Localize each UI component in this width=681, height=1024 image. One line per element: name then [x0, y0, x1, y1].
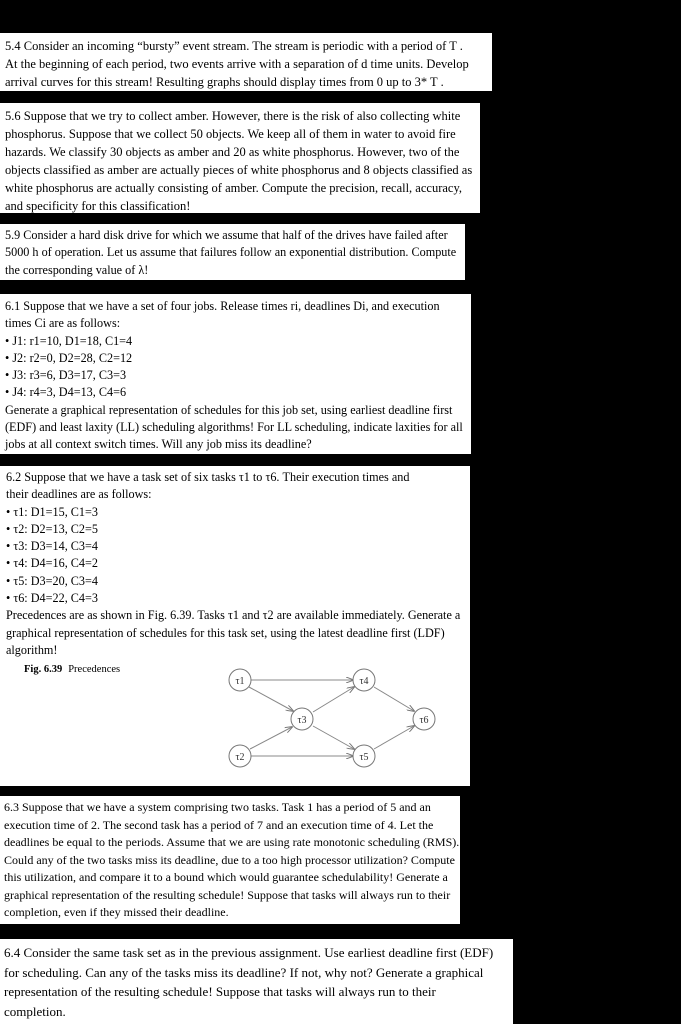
problem-6-4 [0, 939, 513, 1024]
edge-t2-t3 [250, 727, 292, 749]
problem-line: 5.4 Consider an incoming “bursty” event stream. The stream is periodic with a period of T . [5, 39, 463, 53]
problem-line: white phosphorus are actually consisting of amber. Compute the precision, recall, accuracy, [5, 181, 463, 195]
problem-line: jobs at all context switch times. Will any job miss its deadline? [5, 437, 312, 452]
task-item: • τ1: D1=15, C1=3 [6, 504, 98, 519]
node-label-t6: τ6 [419, 715, 429, 726]
edge-t1-t3 [249, 687, 293, 711]
node-label-t4: τ4 [359, 676, 369, 687]
problem-line: for scheduling. Can any of the tasks miss its deadline? If not, why not? Generate a graphical [4, 964, 484, 980]
node-label-t5: τ5 [359, 752, 369, 763]
problem-line: deadlines be equal to the periods. Assume that we are using rate monotonic scheduling (RMS). [4, 835, 460, 849]
figure-label: Fig. 6.39 [24, 664, 63, 675]
edge-t4-t6 [374, 687, 414, 711]
problem-line: Precedences are as shown in Fig. 6.39. Tasks τ1 and τ2 are available immediately. Generate a [6, 608, 461, 623]
problem-line: (EDF) and least laxity (LL) scheduling algorithms! For LL scheduling, indicate laxities for all [5, 420, 463, 435]
precedence-graph [0, 466, 470, 786]
problem-line: 5.9 Consider a hard disk drive for which we assume that half of the drives have failed after [5, 228, 448, 242]
problem-line: arrival curves for this stream! Resulting graphs should display times from 0 up to 3* T . [5, 75, 444, 89]
problem-5-6 [0, 103, 480, 213]
problem-line: 5.6 Suppose that we try to collect amber. However, there is the risk of also collecting white [5, 109, 461, 123]
problem-line: the corresponding value of λ! [5, 262, 149, 277]
problem-line: execution time of 2. The second task has a period of 7 and an execution time of 4. Let the [4, 817, 434, 832]
node-label-t1: τ1 [235, 676, 245, 687]
problem-line: completion. [4, 1003, 66, 1019]
problem-line: times Ci are as follows: [5, 316, 121, 331]
problem-line: 5000 h of operation. Let us assume that failures follow an exponential distribution. Compute [5, 245, 457, 260]
job-item: • J1: r1=10, D1=18, C1=4 [5, 333, 133, 348]
task-item: • τ5: D3=20, C3=4 [6, 573, 98, 588]
problem-line: objects classified as amber are actually pieces of white phosphorus and 8 objects classified as [5, 163, 473, 177]
problem-6-1 [0, 294, 471, 454]
problem-line: 6.3 Suppose that we have a system comprising two tasks. Task 1 has a period of 5 and an [4, 800, 431, 814]
problem-line: 6.2 Suppose that we have a task set of six tasks τ1 to τ6. Their execution times and [6, 470, 410, 484]
cropped-text-remnant [130, 28, 280, 30]
problem-line: Generate a graphical representation of schedules for this job set, using earliest deadline first [5, 402, 453, 417]
task-item: • τ2: D2=13, C2=5 [6, 521, 98, 536]
problem-line: and specificity for this classification! [5, 199, 191, 213]
problem-line: algorithm! [6, 642, 58, 657]
node-label-t2: τ2 [235, 752, 245, 763]
problem-line: graphical representation of schedules for this task set, using the latest deadline first (LDF) [6, 625, 445, 640]
problem-line: representation of the resulting schedule! Suppose that tasks will always run to their [4, 984, 436, 999]
problem-line: Could any of the two tasks miss its deadline, due to a too high processor utilization? Compute [4, 852, 455, 867]
job-item: • J2: r2=0, D2=28, C2=12 [5, 350, 133, 365]
task-item: • τ6: D4=22, C4=3 [6, 591, 98, 606]
node-label-t3: τ3 [297, 715, 307, 726]
problem-6-2 [0, 466, 470, 786]
problem-line: hazards. We classify 30 objects as amber and 20 as white phosphorus. However, two of the [5, 145, 460, 159]
edge-t5-t6 [374, 726, 414, 749]
problem-line: graphical representation of the resulting schedule! Suppose that tasks will always run to their [4, 887, 451, 902]
figure-caption-text: Precedences [68, 664, 121, 675]
problem-line: 6.1 Suppose that we have a set of four jobs. Release times ri, deadlines Di, and execution [5, 299, 440, 313]
problem-line: 6.4 Consider the same task set as in the previous assignment. Use earliest deadline first (EDF) [4, 945, 494, 960]
problem-line: this utilization, and compare it to a bound which would guarantee schedulability! Generate a [4, 870, 448, 884]
task-item: • τ4: D4=16, C4=2 [6, 556, 98, 571]
problem-line: completion, even if they missed their deadline. [4, 905, 229, 919]
job-item: • J4: r4=3, D4=13, C4=6 [5, 385, 127, 400]
problem-6-3 [0, 796, 460, 924]
edge-t3-t4 [313, 687, 354, 712]
problem-line: At the beginning of each period, two events arrive with a separation of d time units. Develop [5, 57, 469, 71]
problem-line: their deadlines are as follows: [6, 487, 152, 502]
problem-line: phosphorus. Suppose that we collect 50 objects. We keep all of them in water to avoid fire [5, 127, 456, 141]
problem-5-4 [0, 33, 492, 91]
problem-5-9 [0, 224, 465, 280]
edge-t3-t5 [313, 726, 354, 749]
job-item: • J3: r3=6, D3=17, C3=3 [5, 368, 127, 383]
task-item: • τ3: D3=14, C3=4 [6, 539, 98, 554]
